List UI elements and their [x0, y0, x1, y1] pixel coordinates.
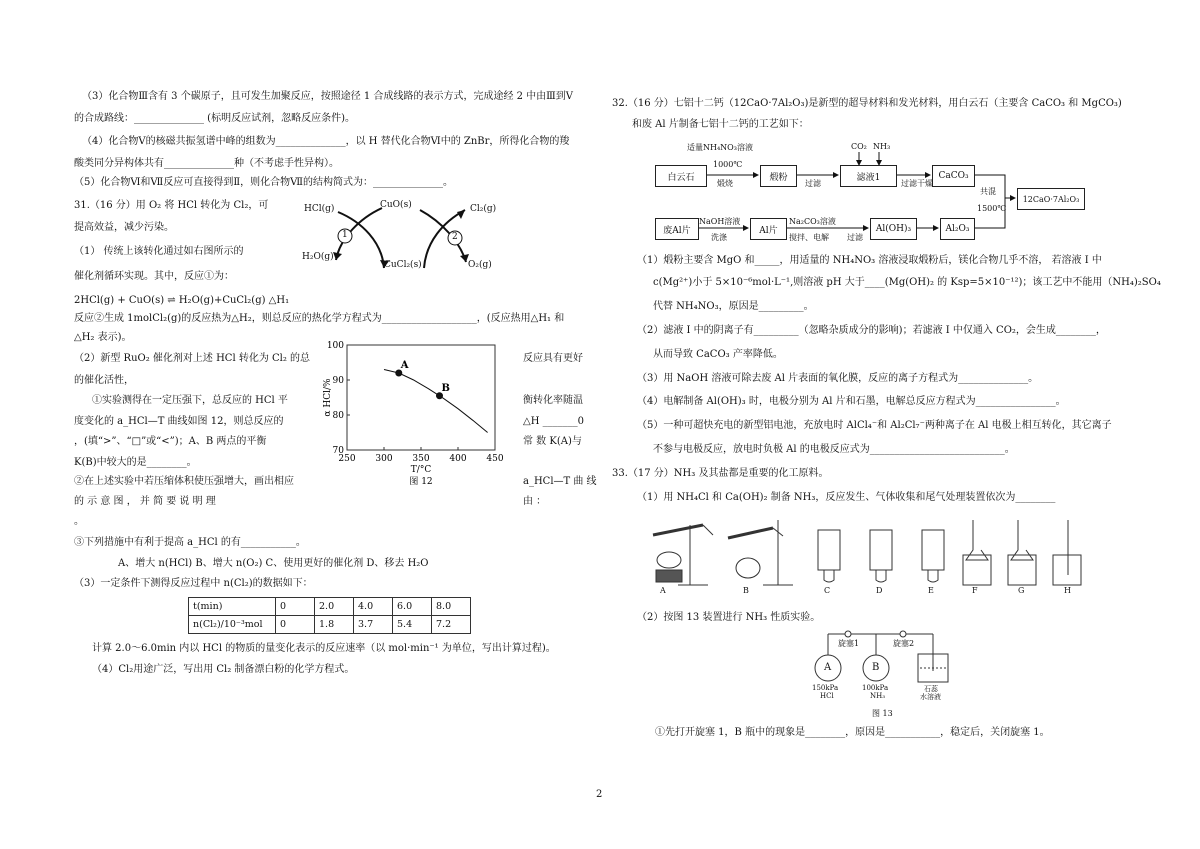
fig13-valve-1: 旋塞1: [838, 639, 860, 648]
q31-p2-line1: （2）新型 RuO₂ 催化剂对上述 HCl 转化为 Cl₂ 的总: [74, 353, 311, 364]
q32-p1-line3: 代替 NH₄NO₃，原因是_________。: [653, 301, 814, 312]
q31-line1: 31.（16 分）用 O₂ 将 HCl 转化为 Cl₂，可: [74, 200, 269, 211]
data-point-label-a: A: [400, 360, 409, 371]
q32-p2-line2: 从而导致 CaCO₃ 产率降低。: [653, 349, 783, 360]
flow-label-stir-electrolysis: 搅拌、电解: [789, 233, 829, 242]
flow-box-dolomite: 白云石: [655, 165, 707, 187]
flow-label-1000c: 1000℃: [713, 160, 743, 169]
apparatus-label-h: H: [1064, 586, 1071, 595]
table-cell: 4.0: [354, 598, 393, 616]
q31-s1-line2: 度变化的 a_HCl—T 曲线如图 12，则总反应的: [74, 416, 284, 427]
q31-line3: （1） 传统上该转化通过如右图所示的: [74, 246, 244, 257]
q31-line2: 提高效益，减少污染。: [74, 222, 174, 233]
q31-s2-line2: 的 示 意 图 ， 并 简 要 说 明 理: [74, 496, 216, 507]
q31-s2-line2-right: 由 ：: [523, 496, 547, 507]
catalyst-cycle-diagram: [300, 198, 530, 273]
table-cell: 0: [276, 598, 315, 616]
flow-label-wash: 洗涤: [711, 233, 727, 242]
q30-p3-line1: （3）化合物Ⅲ含有 3 个碳原子，且可发生加聚反应，按照途径 1 合成线路的表示方式，完成途经 2 中由Ⅲ到Ⅴ: [82, 91, 574, 102]
x-tick-label: 250: [338, 454, 356, 464]
y-tick-label: 100: [326, 341, 344, 351]
q31-s2-line1: ②在上述实验中若压缩体积使压强增大，画出相应: [74, 476, 294, 487]
q32-p1-line2: c(Mg²⁺)小于 5×10⁻⁶mol·L⁻¹,则溶液 pH 大于____(Mg(OH)₂ 的 Ksp=5×10⁻¹²)；该工艺中不能用（NH₄)₂SO₄: [653, 277, 1161, 288]
table-cell: 2.0: [315, 598, 354, 616]
flow-label-filter-3: 过滤: [847, 233, 863, 242]
q32-p5-line1: （5）一种可超快充电的新型铝电池，充放电时 AlCl₄⁻和 Al₂Cl₇⁻两种离子在 Al 电极上相互转化，其它离子: [637, 420, 1112, 431]
cycle-cl2: Cl₂(g): [470, 204, 497, 214]
y-tick-label: 90: [332, 376, 344, 386]
flow-label-mix: 共混: [980, 187, 996, 196]
flow-label-filter-2: 过滤: [901, 179, 917, 188]
x-tick-label: 300: [375, 454, 393, 464]
apparatus-label-c: C: [824, 586, 831, 595]
table-cell: t(min): [189, 598, 276, 616]
figure-13-apparatus: [808, 626, 968, 721]
data-point-label-b: B: [441, 382, 450, 394]
q31-s2-line1-right: a_HCl—T 曲 线: [523, 476, 597, 487]
cl2-data-table: [188, 597, 471, 634]
q32-line2: 和废 Al 片制备七铝十二钙的工艺如下：: [632, 119, 809, 130]
cycle-cucl2: CuCl₂(s): [384, 260, 422, 270]
chart-axes: [323, 341, 504, 487]
chart-svg: [320, 340, 520, 500]
q32-line1: 32.（16 分）七铝十二钙（12CaO·7Al₂O₃)是新型的超导材料和发光材料，用白云石（主要含 CaCO₃ 和 MgCO₃): [612, 98, 1122, 109]
flow-label-1500c: 1500℃: [977, 204, 1007, 213]
table-cell: 5.4: [393, 616, 432, 634]
x-axis-label: T/°C: [410, 465, 432, 475]
fig13-caption: 图 13: [872, 709, 893, 718]
q31-s1-line4: K(B)中较大的是________。: [74, 457, 197, 468]
apparatus-row: [648, 510, 1088, 600]
table-row: [189, 616, 471, 634]
cycle-num-2: 2: [452, 232, 458, 242]
q33-line1: 33.（17 分）NH₃ 及其盐都是重要的化工原料。: [612, 468, 829, 479]
q33-s1: ①先打开旋塞 1，B 瓶中的现象是________，原因是___________，稳定后，关闭旋塞 1。: [655, 727, 1050, 738]
flow-label-naoh: NaOH溶液: [699, 217, 741, 226]
flow-box-calcined-powder: 煅粉: [760, 165, 797, 187]
flow-box-aloh3: Al(OH)₃: [870, 218, 917, 240]
flow-box-al-sheet: Al片: [750, 218, 787, 240]
y-tick-label: 70: [332, 446, 344, 456]
fig13-flask-b: B: [872, 662, 880, 673]
q30-p4-line2: 酸类同分异构体共有______________种（不考虑手性异构）。: [74, 158, 339, 169]
flow-label-calcine: 煅烧: [717, 179, 733, 188]
q30-p4-line1: （4）化合物Ⅴ的核磁共振氢谱中峰的组数为______________，以 H 替代化合物Ⅵ中的 ZnBr，所得化合物的羧: [82, 136, 570, 147]
chart-points: [395, 360, 450, 399]
q31-options: A、增大 n(HCl) B、增大 n(O₂) C、使用更好的催化剂 D、移去 H₂O: [118, 558, 429, 569]
flow-label-filter-1: 过滤: [805, 179, 821, 188]
table-cell: 3.7: [354, 616, 393, 634]
flow-box-filtrate-1: 滤液1: [840, 165, 897, 187]
fig13-b-gas: NH₃: [870, 692, 886, 700]
table-row: [189, 598, 471, 616]
fig13-a-pressure: 150kPa: [812, 684, 839, 692]
q30-p5: （5）化合物Ⅵ和Ⅶ反应可直接得到Ⅱ，则化合物Ⅶ的结构简式为：______________。: [74, 177, 454, 188]
flow-label-nh3: NH₃: [873, 142, 891, 151]
x-tick-label: 450: [486, 454, 504, 464]
figure-13-drawing: [808, 626, 968, 721]
flow-box-waste-al: 废Al片: [655, 218, 699, 240]
fig13-solution: 水溶液: [920, 693, 941, 701]
flow-label-na2co3: Na₂CO₃溶液: [789, 217, 836, 226]
q31-s1-line2-right: △H _______0: [523, 416, 584, 427]
q32-p1-line1: （1）煅粉主要含 MgO 和_____，用适量的 NH₄NO₃ 溶液浸取煅粉后，镁化合物几乎不溶， 若溶液 I 中: [637, 255, 1102, 266]
x-tick-label: 400: [449, 454, 467, 464]
cycle-o2: O₂(g): [468, 260, 492, 270]
q32-p5-line2: 不参与电极反应，放电时负极 Al 的电极反应式为___________________________。: [653, 444, 1015, 455]
q33-p2: （2）按图 13 装置进行 NH₃ 性质实验。: [637, 612, 821, 623]
fig13-litmus: 石蕊: [924, 685, 938, 693]
y-tick-label: 80: [332, 411, 344, 421]
apparatus-label-a: A: [660, 586, 666, 595]
cycle-cuo: CuO(s): [380, 200, 412, 210]
q32-p4: （4）电解制备 Al(OH)₃ 时，电极分别为 Al 片和石墨，电解总反应方程式为________________。: [637, 396, 1066, 407]
x-tick-label: 350: [412, 454, 430, 464]
figure-12-chart: [320, 340, 520, 500]
apparatus-label-b: B: [743, 586, 749, 595]
q32-p2-line1: （2）滤液 I 中的阴离子有_________（忽略杂质成分的影响)；若滤液 I 中仅通入 CO₂，会生成________，: [637, 325, 1106, 336]
q31-s1-line1-right: 衡转化率随温: [523, 395, 583, 406]
q31-p3: （3）一定条件下测得反应过程中 n(Cl₂)的数据如下：: [74, 578, 313, 589]
table-cell: 8.0: [432, 598, 471, 616]
q31-s1-line1: ①实验测得在一定压强下，总反应的 HCl 平: [92, 395, 288, 406]
fig13-b-pressure: 100kPa: [862, 684, 889, 692]
flow-box-product: 12CaO·7Al₂O₃: [1017, 188, 1085, 210]
q31-p4: （4）Cl₂用途广泛，写出用 Cl₂ 制备漂白粉的化学方程式。: [92, 664, 355, 675]
q31-s1-line3-right: 常 数 K(A)与: [523, 436, 582, 447]
fig13-valve-2: 旋塞2: [893, 639, 915, 648]
chart-title: 图 12: [409, 477, 433, 487]
apparatus-label-d: D: [876, 586, 883, 595]
chart-series-line: [384, 370, 488, 433]
q31-s3: ③下列措施中有利于提高 a_HCl 的有___________。: [74, 537, 306, 548]
apparatus-label-f: F: [972, 586, 978, 595]
flow-box-al2o3: Al₂O₃: [940, 218, 975, 240]
q33-p1: （1）用 NH₄Cl 和 Ca(OH)₂ 制备 NH₃，反应发生、气体收集和尾气处理装置依次为________: [637, 492, 1056, 503]
q31-equation: 2HCl(g) + CuO(s) ⇌ H₂O(g)+CuCl₂(g) △H₁: [74, 295, 290, 306]
q31-calc: 计算 2.0～6.0min 内以 HCl 的物质的量变化表示的反应速率（以 mol·min⁻¹ 为单位，写出计算过程)。: [92, 643, 556, 654]
flow-box-caco3: CaCO₃: [932, 165, 975, 187]
apparatus-label-e: E: [928, 586, 934, 595]
flow-label-co2: CO₂: [851, 142, 867, 151]
page-number: 2: [596, 789, 603, 800]
table-cell: 6.0: [393, 598, 432, 616]
q31-line4: 催化剂循环实现。其中，反应①为：: [74, 271, 234, 282]
fig13-flask-a: A: [824, 662, 832, 673]
q31-s1-line3: ，(填“>”、“□”或“<”)；A、B 两点的平衡: [74, 436, 267, 447]
q31-p2-line2: 的催化活性，: [74, 375, 134, 386]
chart-frame: [347, 345, 495, 450]
flow-label-nh4no3: 适量NH₄NO₃溶液: [687, 143, 753, 152]
cycle-num-1: 1: [342, 230, 348, 240]
process-flow-diagram: [655, 138, 1085, 248]
q30-p3-line2: 的合成路线：______________ (标明反应试剂，忽略反应条件)。: [74, 113, 355, 124]
q31-s2-line3: 。: [74, 516, 84, 527]
y-axis-label: α HCl/%: [323, 378, 333, 417]
q31-line5: 反应②生成 1molCl₂(g)的反应热为△H₂，则总反应的热化学方程式为___________________，(反应热用△H₁ 和: [74, 313, 565, 324]
table-cell: 0: [276, 616, 315, 634]
cycle-h2o: H₂O(g): [302, 252, 334, 262]
fig13-a-gas: HCl: [820, 692, 834, 700]
q32-p3: （3）用 NaOH 溶液可除去废 Al 片表面的氧化膜，反应的离子方程式为______________。: [637, 373, 1039, 384]
apparatus-label-g: G: [1018, 586, 1025, 595]
table-cell: n(Cl₂)/10⁻³mol: [189, 616, 276, 634]
q31-p2-line1-right: 反应具有更好: [523, 353, 583, 364]
flow-label-dry: 干燥: [917, 179, 933, 188]
q31-line6: △H₂ 表示)。: [74, 332, 132, 343]
table-cell: 7.2: [432, 616, 471, 634]
cycle-hcl: HCl(g): [304, 204, 335, 214]
table-cell: 1.8: [315, 616, 354, 634]
